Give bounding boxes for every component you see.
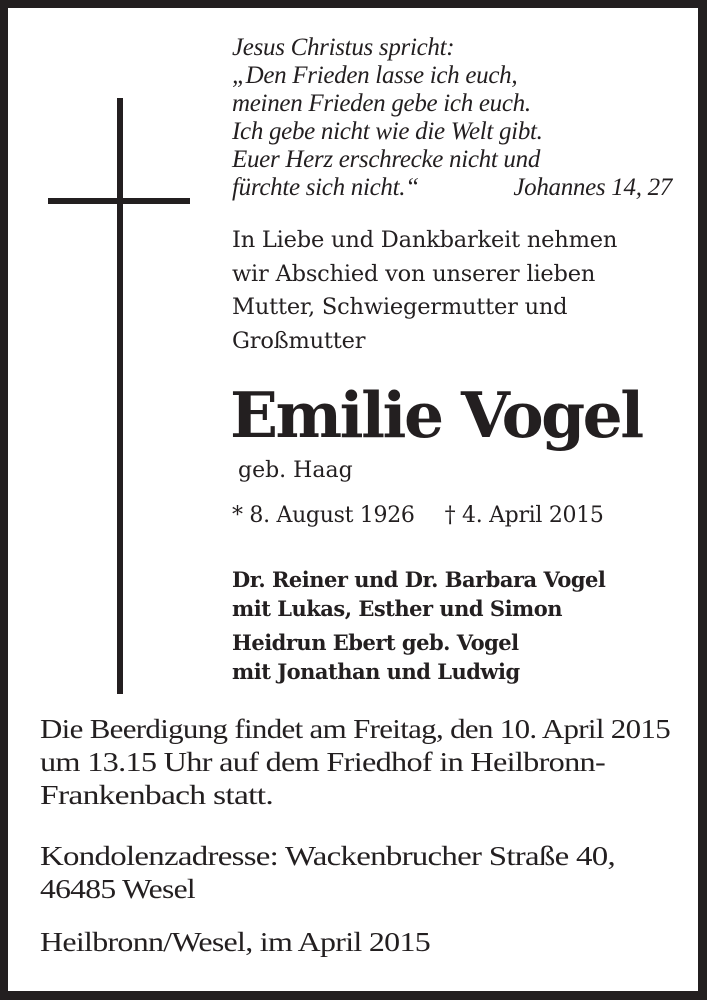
mourners-list (232, 565, 605, 686)
funeral-line: Die Beerdigung findet am Freitag, den 10. April 2015 (40, 713, 670, 744)
death-date: † 4. April 2015 (444, 503, 604, 528)
intro-text (232, 224, 692, 358)
address-line: Kondolenzadresse: Wackenbrucher Straße 40, (40, 840, 615, 871)
intro-line: Großmutter (232, 327, 366, 354)
quote-line: „Den Frieden lasse ich euch, (232, 62, 518, 89)
quote-line: meinen Frieden gebe ich euch. (232, 90, 531, 117)
condolence-address (40, 839, 615, 905)
deceased-name: Emilie Vogel (230, 378, 642, 452)
cross-icon-horizontal-bar (48, 198, 190, 204)
place-and-date (40, 925, 430, 958)
intro-line: wir Abschied von unserer lieben (232, 260, 596, 287)
mourner-line: mit Jonathan und Ludwig (232, 659, 520, 684)
quote-reference: Johannes 14, 27 (513, 174, 672, 201)
mourner-line: mit Lukas, Esther und Simon (232, 596, 563, 621)
funeral-line: um 13.15 Uhr auf dem Friedhof in Heilbronn- (40, 746, 605, 777)
quote-line: Jesus Christus spricht: (232, 34, 455, 61)
intro-line: Mutter, Schwiegermutter und (232, 294, 568, 320)
life-dates (232, 500, 604, 532)
cross-icon-vertical-bar (117, 98, 123, 694)
maiden-name: geb. Haag (238, 458, 353, 483)
mourner-line: Heidrun Ebert geb. Vogel (232, 630, 519, 655)
quote-line-text: fürchte sich nicht.“ (232, 174, 419, 201)
funeral-info (40, 712, 670, 811)
mourner-line: Dr. Reiner und Dr. Barbara Vogel (232, 567, 606, 592)
place-date-line: Heilbronn/Wesel, im April 2015 (40, 926, 430, 957)
quote-line-last (232, 174, 682, 202)
quote-line: Ich gebe nicht wie die Welt gibt. (232, 118, 543, 145)
address-line: 46485 Wesel (40, 873, 195, 904)
birth-date: * 8. August 1926 (232, 503, 415, 528)
bible-quote (232, 34, 682, 202)
intro-line: In Liebe und Dankbarkeit nehmen (232, 227, 618, 253)
funeral-line: Frankenbach statt. (40, 779, 273, 810)
quote-line: Euer Herz erschrecke nicht und (232, 146, 541, 173)
